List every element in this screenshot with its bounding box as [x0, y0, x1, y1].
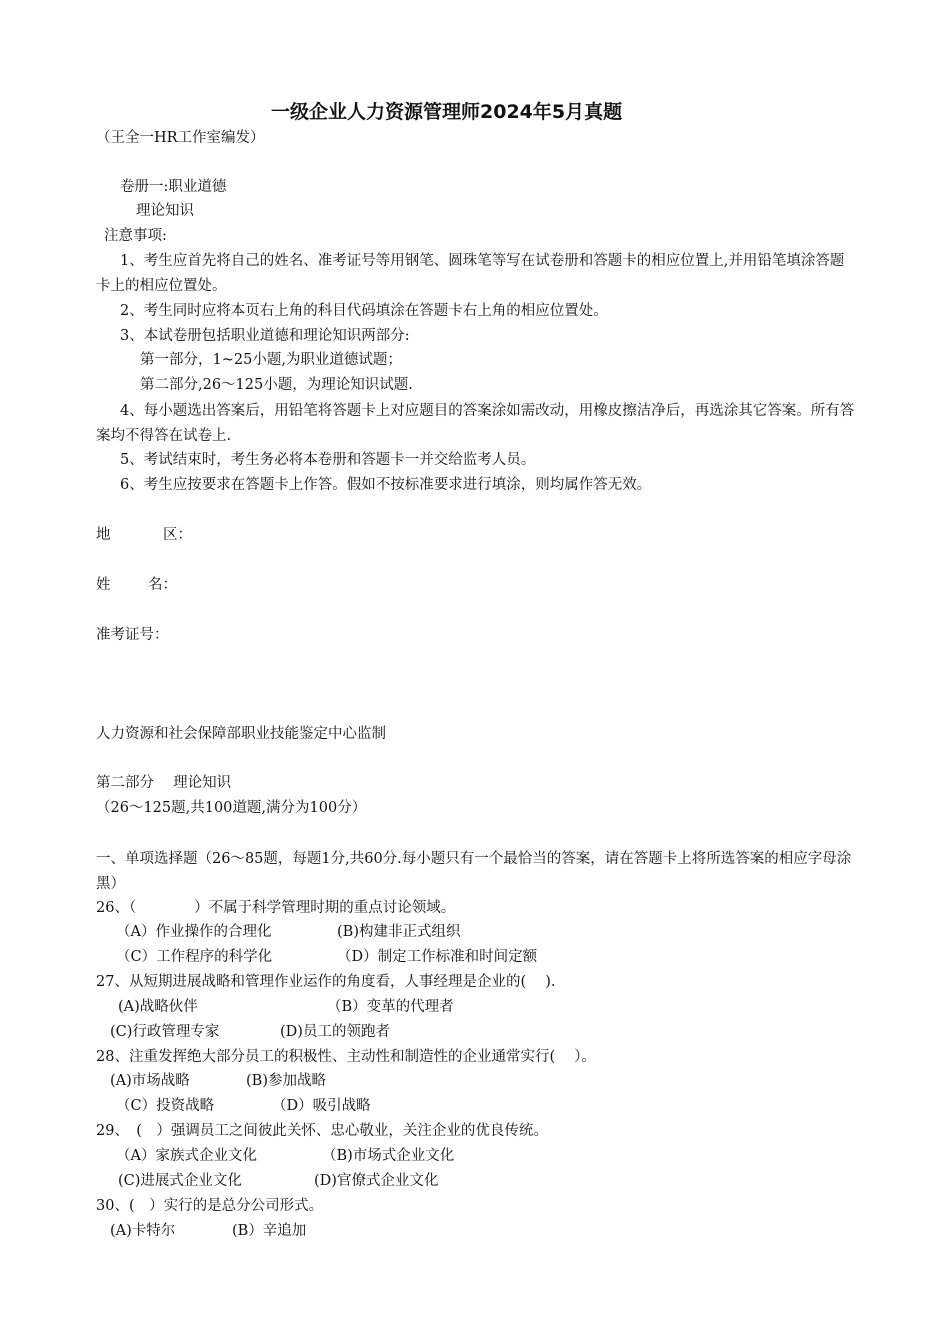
note-4: 4、每小题选出答案后，用铅笔将答题卡上对应题目的答案涂如需改动，用橡皮擦洁净后，再选涂其它答案。所有答案均不得答在试卷上.	[96, 403, 855, 444]
page-title: 一级企业人力资源管理师2024年5月真题	[271, 101, 623, 123]
q28-option-b: (B)参加战略	[246, 1073, 326, 1089]
part2-scope: （26～125题,共100道题,满分为100分）	[96, 800, 367, 816]
q28-option-d: （D）吸引战略	[272, 1098, 371, 1114]
q29-option-a: （A）家族式企业文化	[116, 1148, 257, 1164]
part2-heading: 第二部分 理论知识	[96, 775, 232, 791]
note-6: 6、考生应按要求在答题卡上作答。假如不按标准要求进行填涂，则均属作答无效。	[120, 477, 652, 493]
volume-sub-label: 理论知识	[136, 203, 194, 219]
note-3b: 第二部分,26～125小题，为理论知识试题.	[140, 377, 413, 393]
editor-line: （王全一HR工作室编发）	[96, 130, 265, 146]
note-5: 5、考试结束时，考生务必将本卷册和答题卡一并交给监考人员。	[120, 452, 536, 468]
notes-heading: 注意事项:	[104, 228, 167, 244]
q26-option-b: (B)构建非正式组织	[337, 924, 461, 940]
q26-stem: 26、（ ）不属于科学管理时期的重点讨论领域。	[96, 900, 456, 916]
volume-label: 卷册一:职业道德	[120, 179, 227, 195]
ticket-label: 准考证号：	[96, 627, 169, 643]
q27-option-a: (A)战略伙伴	[118, 999, 198, 1015]
q27-option-b: （B）变革的代理者	[327, 999, 454, 1015]
q30-option-a: (A)卡特尔	[110, 1223, 176, 1239]
region-label: 地	[96, 527, 111, 543]
q27-option-c: (C)行政管理专家	[110, 1024, 220, 1040]
note-1: 1、考生应首先将自己的姓名、准考证号等用钢笔、圆珠笔等写在试卷册和答题卡的相应位置上,并用铅笔填涂答题卡上的相应位置处。	[96, 253, 845, 294]
supervisor-line: 人力资源和社会保障部职业技能鉴定中心监制	[96, 726, 386, 742]
name-label-colon: 名：	[148, 577, 177, 593]
q26-option-a: （A）作业操作的合理化	[116, 924, 272, 940]
q28-option-c: （C）投资战略	[116, 1098, 215, 1114]
q26-option-c: （C）工作程序的科学化	[116, 949, 273, 965]
name-label: 姓	[96, 577, 111, 593]
q28-option-a: (A)市场战略	[110, 1073, 190, 1089]
q29-stem: 29、 ( ）强调员工之间彼此关怀、忠心敬业，关注企业的优良传统。	[96, 1123, 548, 1139]
region-label-colon: 区：	[163, 527, 192, 543]
q29-option-d: (D)官僚式企业文化	[314, 1173, 439, 1189]
q26-option-d: （D）制定工作标准和时间定额	[337, 949, 538, 965]
q29-option-c: (C)进展式企业文化	[118, 1173, 242, 1189]
note-3: 3、本试卷册包括职业道德和理论知识两部分:	[120, 328, 410, 344]
q29-option-b: （B)市场式企业文化	[322, 1148, 455, 1164]
note-3a: 第一部分，1~25小题,为职业道德试题；	[140, 352, 402, 368]
q28-stem: 28、注重发挥绝大部分员工的积极性、主动性和制造性的企业通常实行( ）。	[96, 1049, 596, 1065]
q30-stem: 30、( ）实行的是总分公司形式。	[96, 1198, 324, 1214]
q27-stem: 27、从短期进展战略和管理作业运作的角度看，人事经理是企业的( ).	[96, 974, 556, 990]
q30-option-b: (B）辛追加	[232, 1223, 307, 1239]
note-2: 2、考生同时应将本页右上角的科目代码填涂在答题卡右上角的相应位置处。	[120, 303, 608, 319]
section1-instructions: 一、单项选择题（26～85题，每题1分,共60分.每小题只有一个最恰当的答案，请在答题卡上将所选答案的相应字母涂黑）	[96, 851, 852, 892]
q27-option-d: (D)员工的领跑者	[280, 1024, 390, 1040]
